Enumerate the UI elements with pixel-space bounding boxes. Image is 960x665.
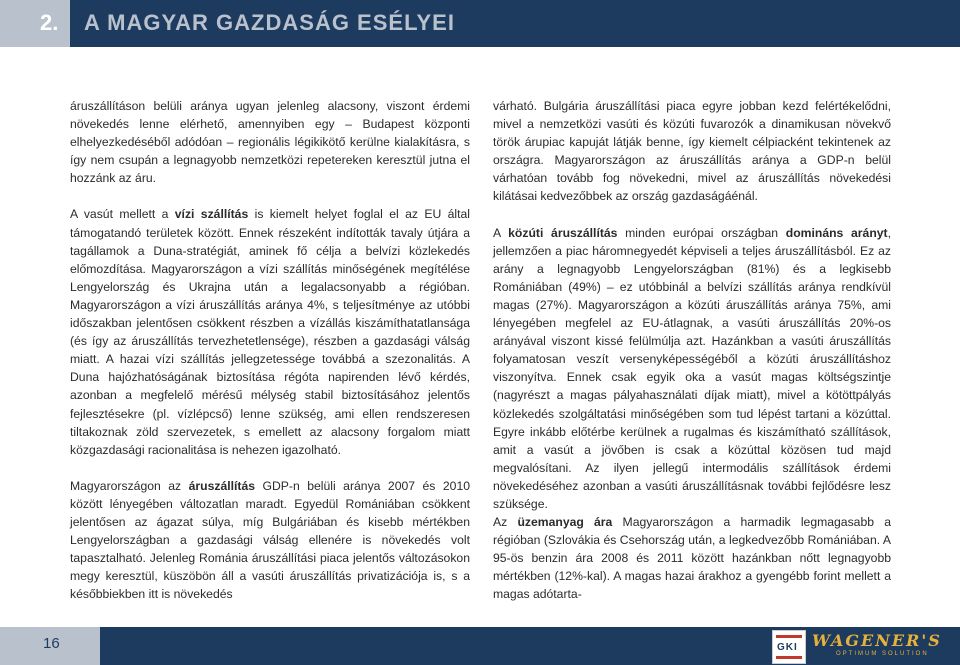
left-column <box>70 97 470 603</box>
gki-logo-icon <box>772 630 806 664</box>
page-header <box>0 0 960 47</box>
right-paragraph-3 <box>493 513 891 603</box>
left-paragraph-3 <box>70 477 470 604</box>
wageners-logo-icon <box>812 631 952 661</box>
section-number: 2. <box>40 10 59 35</box>
section-number-box <box>0 0 70 47</box>
bold-term: domináns arányt <box>785 225 888 240</box>
bold-term: üzemanyag ára <box>517 515 613 530</box>
text-run: A vasút mellett a <box>70 207 175 222</box>
bold-term: közúti áruszállítás <box>508 225 618 240</box>
left-paragraph-2 <box>70 205 470 458</box>
right-paragraph-2 <box>493 224 891 514</box>
text-run: , jellemzően a piac háromnegyedét képviseli a teljes áruszállításból. Ez az arány a legnagyobb Lengyelországban (81%) és a legkisebb Romániában (49%) – ez utóbbinál a belvízi szállítás aránya rendkívül magas (27%). Magyarországon a közúti áruszállítás aránya 75%, ami lényegében megfelel az EU-átlagnak, a vasúti áruszállítás 20%-os arányával viszont kissé felülmúlja azt. Hazánkban a vasúti áruszállítás folyamatosan veszít versenyképességéből a közúti áruszállításhoz viszonyítva. Ennek csak egyik oka a vasút magas költségszintje (nagyrészt a magas pályahasználati díjak miatt), mivel a kötöttpályás közlekedés szolgáltatási minőségében som tud lépést tartani a közúttal. Egyre inkább előtérbe kerülnek a rugalmas és kiszámítható szállítások, amit a vasút a jövőben is csak a közúttal közösen tud majd megvalósítani. Az ilyen jellegű intermodális szállítások érdemi növekedéséhez azonban a vasúti áruszállításnak további fejlődésre lesz szüksége. <box>493 225 892 511</box>
left-paragraph-1: áruszállításon belüli aránya ugyan jelenleg alacsony, viszont érdemi növekedés lenne elérhető, amennyiben egy – Budapest központi elhelyezkedéséből adódóan – regionális légikikötő kerülne kialakításra, s így nem csupán a legnagyobb nemzetközi repetereken keresztül jutna el hozzánk az áru. <box>70 99 470 186</box>
text-run: Magyarországon a harmadik legmagasabb a régióban (Szlovákia és Csehország után, a legkedvezőbb Romániában. A 95-ös benzin ára 2008 és 2011 között hazánkban nőtt legnagyobb mértékben (12%-kal). A magas hazai árakhoz a gyengébb forint mellett a magas adótarta- <box>493 515 892 602</box>
logo-bar <box>776 635 802 638</box>
bold-term: vízi szállítás <box>174 207 249 222</box>
bold-term: áruszállítás <box>188 478 256 493</box>
wageners-logo-subtext: OPTIMUM SOLUTION <box>836 651 929 657</box>
logo-bar <box>776 656 802 659</box>
section-title: A MAGYAR GAZDASÁG ESÉLYEI <box>84 10 455 35</box>
text-run: minden európai országban <box>617 225 786 240</box>
right-paragraph-1: várható. Bulgária áruszállítási piaca egyre jobban kezd felértékelődni, mivel a nemzetközi vasúti és közúti fuvarozók a dinamikusan növekvő török árupiac kapuját látják benne, így kiemelt célpiacként tekintenek az országra. Magyarországon az áruszállítás aránya a GDP-n belül várhatóan tovább fog növekedni, mivel az áruszállítás növekedési kilátásai kedvezőbbek az ország gazdaságáénál. <box>493 99 891 204</box>
gki-logo-text: GKI <box>777 642 798 653</box>
text-run: is kiemelt helyet foglal el az EU által támogatandó területek között. Ennek részeként indították tavaly útjára a tagállamok a Duna-stratégiát, aminek fő célja a belvízi közlekedés előmozdítása. Magyarországon a vízi szállítás minőségének megítélése Lengyelország és Ukrajna után a legalacsonyabb a régióban. Magyarországon a vízi áruszállítás aránya 4%, s teljesítménye az utóbbi időszakban jelentősen csökkent részben a vízállás kiszámíthatatlansága (és így az áruszállítás tervezhetetlensége), részben a gazdasági válság miatt. A hazai vízi szállítás jellegzetessége továbbá a szezonalitás. A Duna hajózhatóságának biztosítása régóta napirenden lévő kérdés, azonban a megfelelő mérésű mélység stabil biztosításához jelentős fejlesztésekre (pl. vízlépcső) lenne szükség, ami ellen rendszeresen tiltakoznak zöld szervezetek, s emellett az alacsony forgalom miatt közgazdasági racionalitása is nehezen igazolható. <box>70 207 470 457</box>
text-run: A <box>493 225 509 240</box>
text-run: GDP-n belüli aránya 2007 és 2010 között lényegében változatlan maradt. Egyedül Romániában csökkent jelentősen az ágazat súlya, míg Bulgáriában és kisebb mértékben Lengyelországban a gazdasági válság ellenére is növekedés volt tapasztalható. Jelenleg Románia áruszállítási piaca jelentős változásokon megy keresztül, küszöbön áll a vasúti áruszállítás privatizációja is, s a későbbiekben itt is növekedés <box>70 478 470 602</box>
right-column <box>493 97 891 604</box>
text-run: Az <box>493 515 518 530</box>
page-number: 16 <box>43 635 60 652</box>
text-run: Magyarországon az <box>70 478 189 493</box>
wageners-logo-text: WAGENER'S <box>812 631 942 650</box>
page-number-box <box>0 627 100 665</box>
